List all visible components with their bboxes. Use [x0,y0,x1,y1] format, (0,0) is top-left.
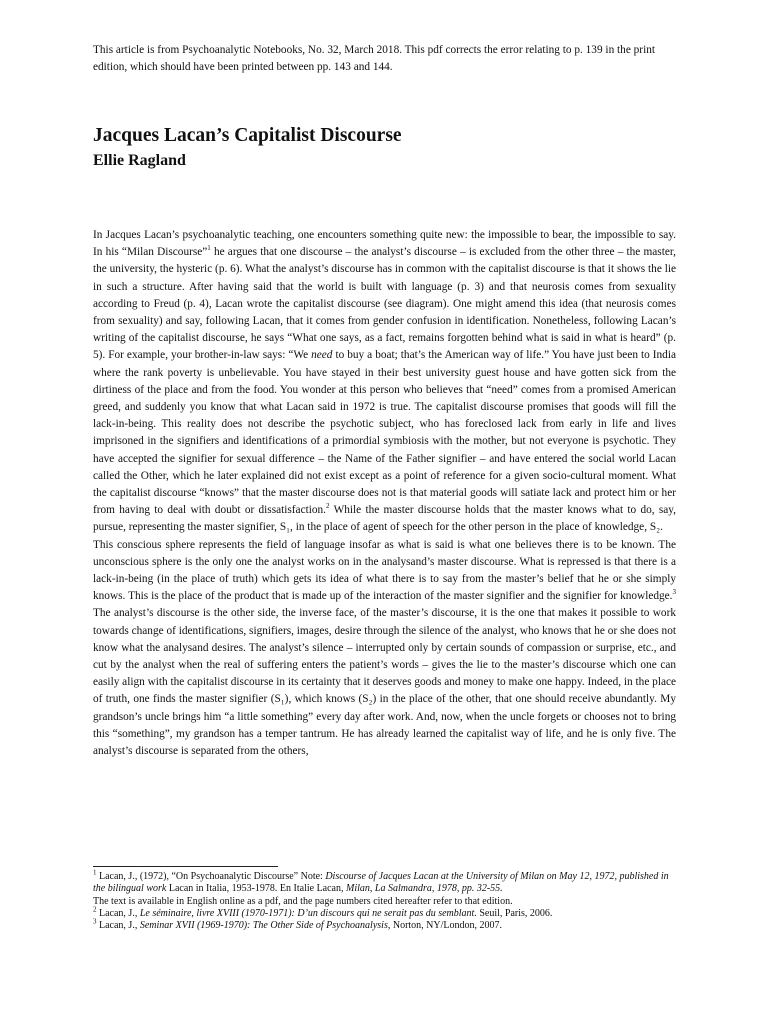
emphasis-need: need [311,349,333,362]
header-note: This article is from Psychoanalytic Notebooks, No. 32, March 2018. This pdf corrects the error relating to p. 139 in the print edition, which should have been printed between pp. 143 and 144. [93,44,655,73]
footnote-3: $^3$ Lacan, J., Seminar XVII (1969-1970): The Other Side of Psychoanalysis, Norton, NY/London, 2007. [93,917,503,932]
footnote-2: $^2$ Lacan, J., Le séminaire, livre XVIII (1970-1971): D’un discours qui ne serait pas du semblant. Seuil, Paris, 2006. [93,905,553,919]
article-author: Ellie Ragland [93,152,186,169]
footnote-ref-2[interactable]: 2 [325,502,330,511]
footnotes [93,868,678,932]
footnote-ref-1[interactable]: 1 [207,244,211,253]
article-body [93,227,676,760]
paragraph-2: This conscious sphere represents the field of language insofar as what is said is what one believes there is to be known. The unconscious sphere is the only one the analyst works on in the analysand’s master discourse. What is repressed is that there is a lack-in-being (in the place of truth) which gets its idea of what there is to say from the master’s belief that he or she simply knows. This is the place of the product that is made up of the interaction of the master signifier and the signifier for knowledge.$^3$ The analyst’s discourse is the other side, the inverse face, of the master’s discourse, it is the one that makes it possible to work towards change of identifications, signifiers, images, desire through the silence of the analyst, who knows that he or she does not know what the analysand desires. The analyst’s silence – interrupted only by certain sounds of compassion or surprise, etc., and cut by the analyst when the real of suffering enters the patient’s words – gives the lie to the master’s discourse which one can easily align with the capitalist discourse in its certainty that it deserves goods and money to make one happy. Indeed, in the place of truth, one finds the master signifier (S₁), which knows (S₂) in the place of the other, that one should receive abundantly. My grandson’s uncle brings him “a little something” every day after work. And, now, when the uncle forgets or chooses not to bring this “something”, my grandson has a temper tantrum. He has already learned the capitalist way of life, and he is only five. The analyst’s discourse is separated from the others, [93,538,676,758]
footnote-divider [93,866,278,867]
paragraph-1: In Jacques Lacan’s psychoanalytic teaching, one encounters something quite new: the impossible to bear, the impossible to say. In his “Milan Discourse”$^1$ he argues that one discourse – the analyst’s discourse – is excluded from the other three – the master, the university, the hysteric (p. 6). What the analyst’s discourse has in common with the capitalist discourse is that it shows the lie in such a structure. After having said that the world is built with language (p. 3) and that neurosis comes from sexuality according to Freud (p. 4), Lacan wrote the capitalist discourse (see diagram). One might amend this idea (that neurosis comes from sexuality) and say, following Lacan, that it comes from gender confusion in identification. Nonetheless, following Lacan’s writing of the capitalist discourse, he says “What one says, as a fact, remains forgotten behind what is said in what is heard” (p. 5). For example, your brother-in-law says: “We need to buy a boat; that’s the American way of life.” You have just been to India where the rank poverty is unbelievable. You have stayed in their best university guest house and have gotten sick from the dirtiness of the place and from the food. You wonder at this person who believes that “need” comes from a promised American greed, and suddenly you know that what Lacan said in 1972 is true. The capitalist discourse promises that goods will fill the lack-in-being. This reality does not describe the psychotic subject, who has foreclosed lack from early in life and lives imprisoned in the signifiers and identifications of a primordial symbiosis with the mother, but not everyone is psychotic. They have accepted the signifier for sexual difference – the Name of the Father signifier – and have entered the social world Lacan called the Other, which he later explained did not exist except as a point of reference for a given socio-cultural moment. What the capitalist discourse “knows” that the master discourse does not is that material goods will satiate lack and protect him or her from having to deal with doubt or dissatisfaction.$^2$ While the master discourse holds that the master knows what to do, say, pursue, representing the master signifier, S₁, in the place of agent of speech for the other person in the place of knowledge, S₂. [93,229,676,534]
footnote-1: $^1$ Lacan, J., (1972), “On Psychoanalytic Discourse” Note: Discourse of Jacques Lacan at the University of Milan on May 12, 1972, published in the bilingual work Lacan in Italia, 1953-1978. En Italie Lacan, Milan, La Salmandra, 1978, pp. 32-55. The text is available in English online as a pdf, and the page numbers cited hereafter refer to that edition. [93,868,669,907]
article-title: Jacques Lacan’s Capitalist Discourse [93,125,402,146]
footnote-ref-3[interactable]: 3 [672,588,676,597]
